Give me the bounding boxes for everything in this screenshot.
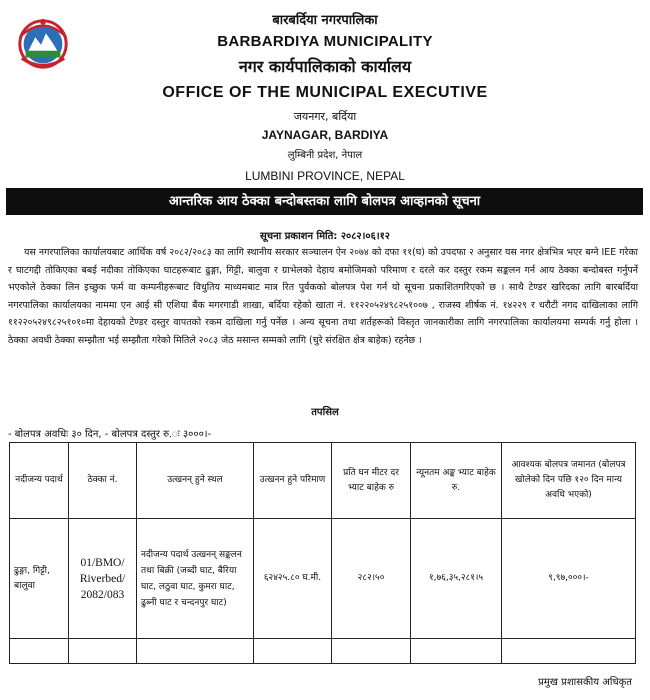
cell-contract-no: 01/BMO/ Riverbed/ 2082/083 [69,519,137,639]
office-name-en: OFFICE OF THE MUNICIPAL EXECUTIVE [162,84,488,101]
place-np: जयनगर, बर्दिया [293,110,357,123]
province-np: लुम्बिनी प्रदेश, नेपाल [287,150,363,161]
column-header: उत्खनन् हुने स्थल [137,443,254,519]
cell-minimum: १,७६,३५,२८१।५ [411,519,502,639]
publication-date: सूचना प्रकाशन मिति: २०८२।०६।१२ [259,231,391,242]
cell-security: ९,९७,०००।- [502,519,636,639]
table-row [10,519,636,639]
notice-title-banner: आन्तरिक आय ठेक्का बन्दोबस्तका लागि बोलपत्र आव्हानको सूचना [6,188,643,215]
signature-title: प्रमुख प्रशासकीय अधिकृत [538,677,632,688]
cell-quantity: ६२४२५.८० घ.मी. [254,519,332,639]
column-header: उत्खनन हुने परिमाण [254,443,332,519]
place-en: JAYNAGAR, BARDIYA [261,128,389,142]
bid-period-line: - बोलपत्र अवधिः ३० दिन, - बोलपत्र दस्तुर रु.ः ३०००।- [8,429,212,440]
table-header-row [10,443,636,519]
province-en: LUMBINI PROVINCE, NEPAL [245,169,405,183]
column-header: नदीजन्य पदार्थ [10,443,69,519]
notice-body: यस नगरपालिका कार्यालयबाट आर्थिक वर्ष २०८२/२०८३ का लागि स्थानीय सरकार सञ्चालन ऐन २०७४ को दफा ११(घ) को उपदफा २ अनुसार यस नगर क्षेत्रभित्र भएर बग्ने IEE गरेका र घाटगद्दी तोकिएका बबई नदीका तोकिएका घाटहरूबाट ढुङ्गा, गिट्टी, बालुवा र ग्राभेलको देहाय बमोजिमको परिमाण र दरले कर दस्तुर रकम सङ्कलन गर्न आय ठेक्का बन्दोबस्त गर्नुपर्ने भएकोले ठेक्का लिन इच्छुक फर्म वा कम्पनीहरूबाट विधुतिय माध्यमबाट मात्र रित पुर्वकको बोलपत्र पेश गर्न यो सूचना प्रकाशितगरिएको छ । साथै टेण्डर खरिदका लागि बारबर्दिया नगरपालिका कार्यालयका नाममा एन आई सी एशिया बैंक मगरगाडी शाखा, बर्दिया रहेको खाता नं. ११२२०५२४९८२५१००७ , राजस्व शीर्षक नं. १४२२९ र धरौटी नगद दाखिलाका लागि ११२२०५२४९८२५१०१०मा देहायको टेण्डर दस्तुर वापतको रकम दाखिला गर्नु पर्नेछ । अन्य सूचना तथा शर्तहरूको विस्तृत जानकारीका लागि नगरपालिका कार्यालयमा सम्पर्क गर्नु होला । ठेक्का अवधी ठेक्का सम्झौता भई सम्झौता गरेको मितिले २०८३ जेठ मसान्त सम्मको लागि (चुरे संरक्षित क्षेत्र बाहेक) रहनेछ । [8,247,638,346]
column-header: आवश्यक बोलपत्र जमानत (बोलपत्र खोलेको दिन पछि १२० दिन मान्य अवधि भएको) [502,443,636,519]
table-row-empty [10,639,636,664]
column-header: न्यूनतम अङ्क भ्याट बाहेक रु. [411,443,502,519]
column-header: ठेक्का नं. [69,443,137,519]
cell-rate: २८२।५० [332,519,411,639]
column-header: प्रति घन मीटर दर भ्याट बाहेक रु [332,443,411,519]
tender-table [9,442,636,664]
municipality-name-np: बारबर्दिया नगरपालिका [272,13,378,28]
cell-site: नदीजन्य पदार्थ उत्खनन् सङ्कलन तथा बिक्री (जब्दी घाट, बैरिया घाट, लठुवा घाट, कुमरा घाट, ढुब्नी घाट र चन्दनपुर घाट) [137,519,254,639]
section-title: तपसिल [311,407,339,418]
office-name-np: नगर कार्यपालिकाको कार्यालय [238,57,412,76]
cell-material: ढुङ्गा, गिट्टी, बालुवा [10,519,69,639]
municipality-name-en: BARBARDIYA MUNICIPALITY [217,33,433,50]
